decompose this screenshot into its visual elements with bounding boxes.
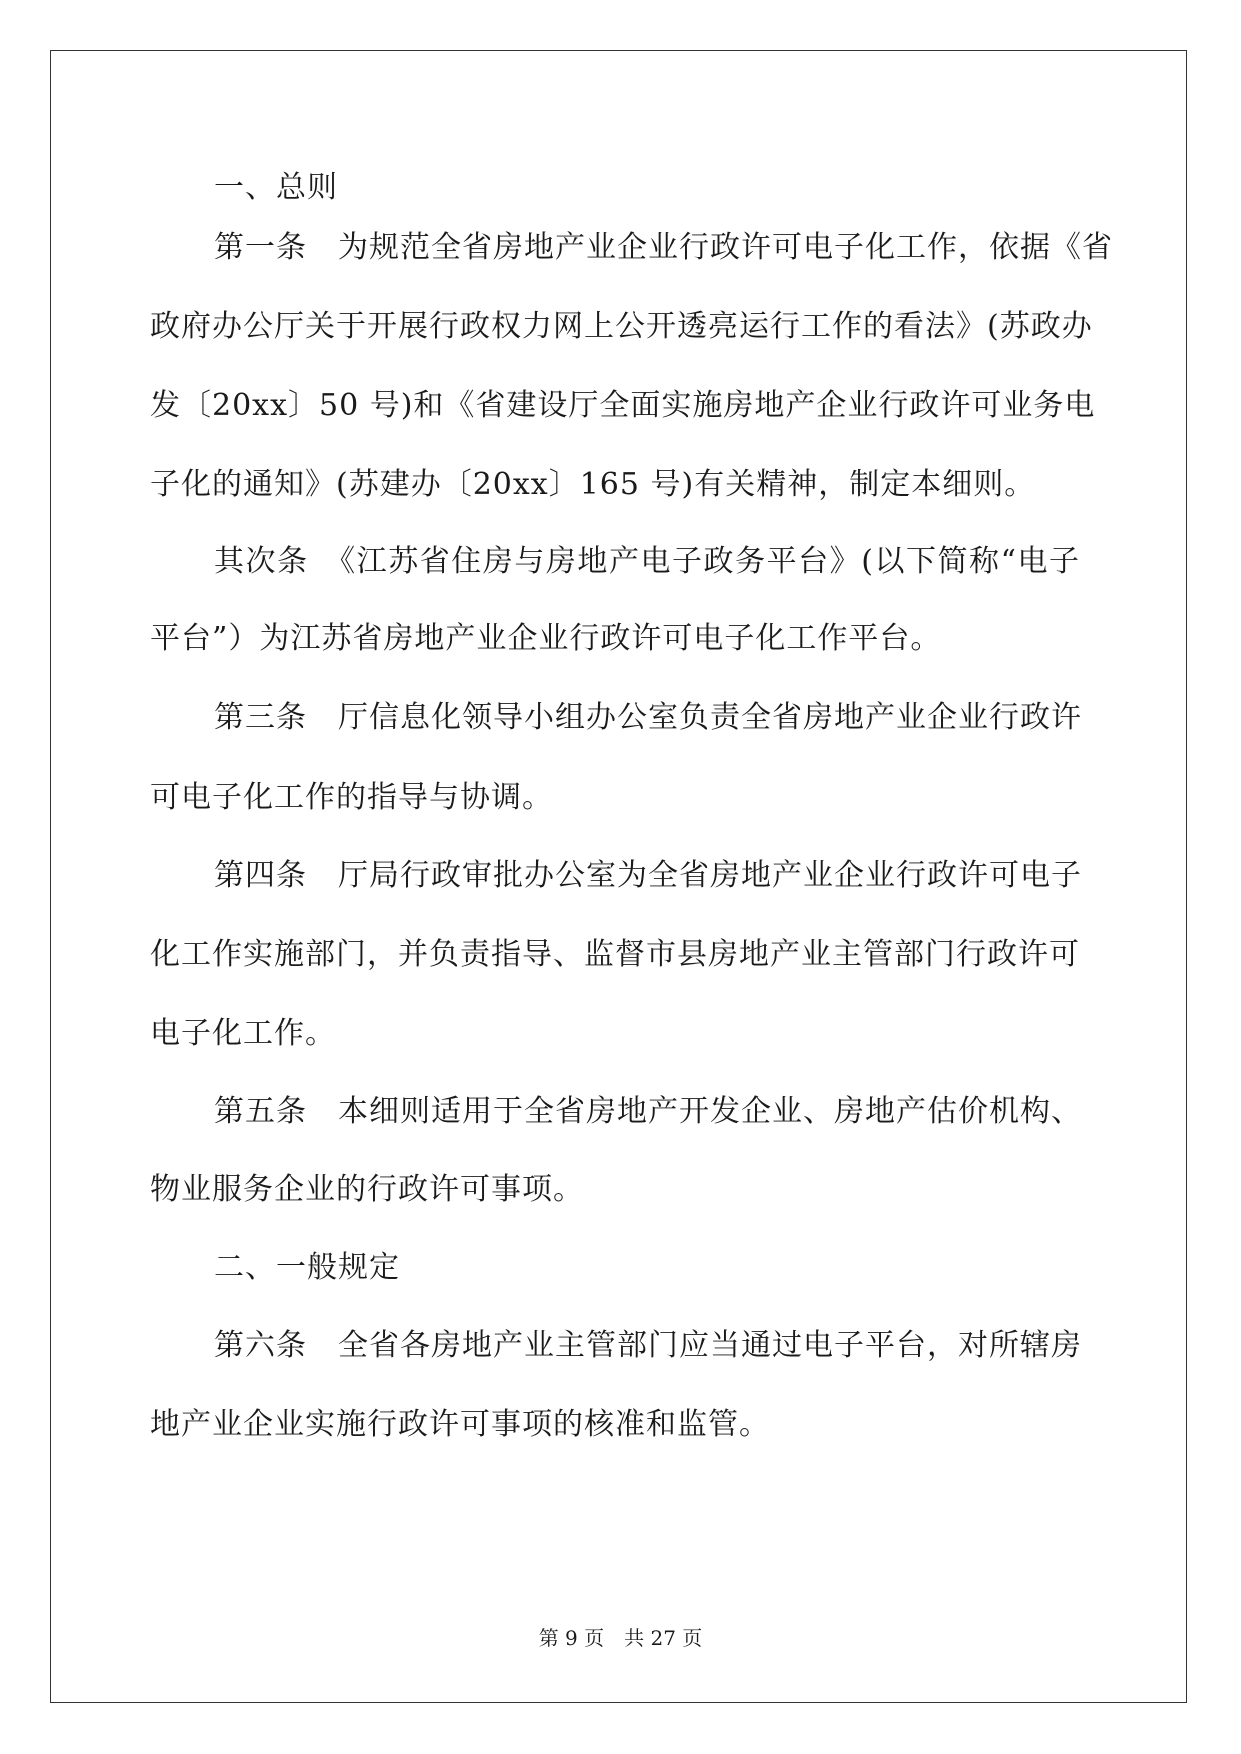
article-3-line-2: 可电子化工作的指导与协调。 <box>150 780 553 815</box>
article-1-line-3: 发〔20xx〕50 号)和《省建设厅全面实施房地产企业行政许可业务电 <box>150 388 1096 423</box>
article-2-line-1: 其次条 《江苏省住房与房地产电子政务平台》(以下简称“电子 <box>214 544 1080 579</box>
page-number: 第 9 页 共 27 页 <box>538 1626 703 1650</box>
article-4-line-3: 电子化工作。 <box>150 1016 336 1051</box>
article-2-line-2: 平台”）为江苏省房地产业企业行政许可电子化工作平台。 <box>150 621 942 656</box>
article-6-line-2: 地产业企业实施行政许可事项的核准和监管。 <box>150 1407 770 1442</box>
article-4-line-1: 第四条 厅局行政审批办公室为全省房地产业企业行政许可电子 <box>214 858 1082 893</box>
section-heading-general: 一、总则 <box>214 170 338 205</box>
section-heading-general-provisions: 二、一般规定 <box>214 1250 400 1285</box>
article-5-line-2: 物业服务企业的行政许可事项。 <box>150 1172 584 1207</box>
article-6-line-1: 第六条 全省各房地产业主管部门应当通过电子平台，对所辖房 <box>214 1328 1082 1363</box>
article-3-line-1: 第三条 厅信息化领导小组办公室负责全省房地产业企业行政许 <box>214 700 1082 735</box>
article-4-line-2: 化工作实施部门，并负责指导、监督市县房地产业主管部门行政许可 <box>150 937 1080 972</box>
article-1-line-2: 政府办公厅关于开展行政权力网上公开透亮运行工作的看法》(苏政办 <box>150 309 1093 344</box>
article-1-line-1: 第一条 为规范全省房地产业企业行政许可电子化工作，依据《省 <box>214 230 1113 265</box>
article-1-line-4: 子化的通知》(苏建办〔20xx〕165 号)有关精神，制定本细则。 <box>150 467 1036 502</box>
article-5-line-1: 第五条 本细则适用于全省房地产开发企业、房地产估价机构、 <box>214 1094 1082 1129</box>
